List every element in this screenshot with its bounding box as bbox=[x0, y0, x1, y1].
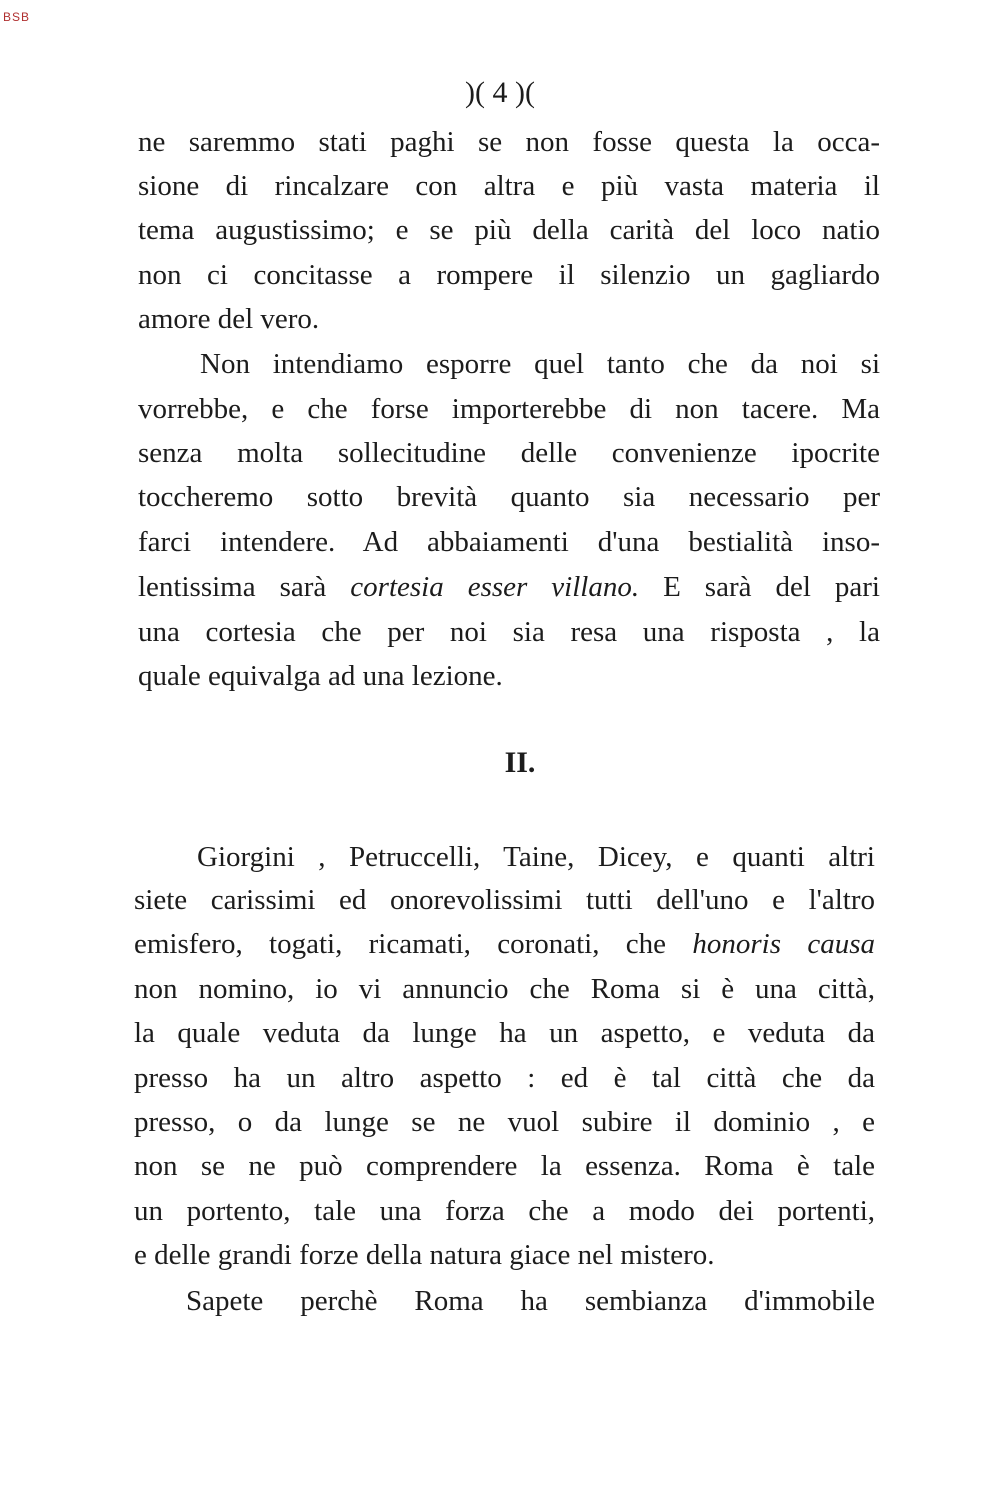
text-segment: E sarà del pari bbox=[639, 571, 880, 603]
text-line bbox=[138, 565, 880, 609]
italic-phrase: honoris causa bbox=[692, 928, 875, 960]
text-line: sione di rincalzare con altra e più vasta materia il bbox=[138, 170, 880, 202]
page-number-header: )( 4 )( bbox=[465, 76, 535, 109]
text-line: Sapete perchè Roma ha sembianza d'immobile bbox=[186, 1285, 875, 1317]
library-watermark: BSB bbox=[3, 10, 31, 24]
text-line: senza molta sollecitudine delle convenienze ipocrite bbox=[138, 437, 880, 469]
text-line: amore del vero. bbox=[138, 303, 320, 335]
text-line: vorrebbe, e che forse importerebbe di non tacere. Ma bbox=[138, 393, 880, 425]
text-line: quale equivalga ad una lezione. bbox=[138, 660, 503, 692]
text-segment: emisfero, togati, ricamati, coronati, che bbox=[134, 928, 693, 960]
text-line: Giorgini , Petruccelli, Taine, Dicey, e quanti altri bbox=[197, 841, 875, 873]
text-line: un portento, tale una forza che a modo dei portenti, bbox=[134, 1195, 875, 1227]
text-line: una cortesia che per noi sia resa una risposta , la bbox=[138, 616, 880, 648]
text-line: presso ha un altro aspetto : ed è tal città che da bbox=[134, 1062, 875, 1094]
text-line: presso, o da lunge se ne vuol subire il dominio , e bbox=[134, 1106, 875, 1138]
text-line: non se ne può comprendere la essenza. Roma è tale bbox=[134, 1150, 875, 1182]
text-line: e delle grandi forze della natura giace nel mistero. bbox=[134, 1239, 715, 1271]
italic-phrase: cortesia esser villano. bbox=[350, 571, 640, 603]
section-heading: II. bbox=[504, 746, 536, 779]
text-line: toccheremo sotto brevità quanto sia necessario per bbox=[138, 481, 880, 513]
text-line: farci intendere. Ad abbaiamenti d'una bestialità inso- bbox=[138, 526, 880, 558]
text-line: ne saremmo stati paghi se non fosse questa la occa- bbox=[138, 126, 880, 158]
text-line: tema augustissimo; e se più della carità del loco natio bbox=[138, 214, 880, 246]
text-line: siete carissimi ed onorevolissimi tutti dell'uno e l'altro bbox=[134, 884, 875, 916]
text-line: non ci concitasse a rompere il silenzio un gagliardo bbox=[138, 259, 880, 291]
text-line: la quale veduta da lunge ha un aspetto, e veduta da bbox=[134, 1017, 875, 1049]
text-line bbox=[134, 922, 875, 966]
text-segment: lentissima sarà bbox=[138, 571, 351, 603]
text-line: non nomino, io vi annuncio che Roma si è una città, bbox=[134, 973, 875, 1005]
text-line: Non intendiamo esporre quel tanto che da noi si bbox=[200, 348, 880, 380]
